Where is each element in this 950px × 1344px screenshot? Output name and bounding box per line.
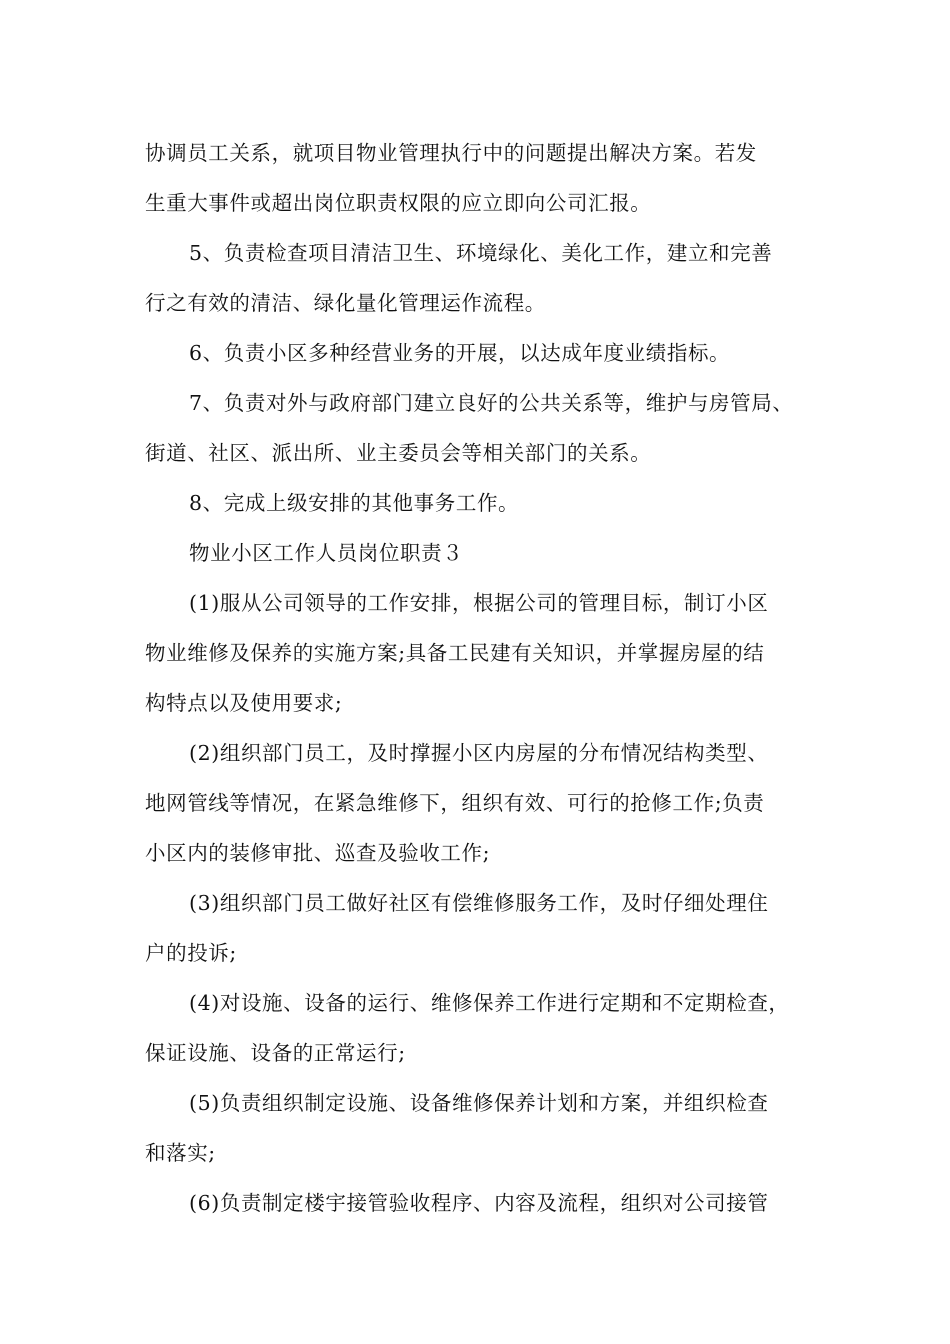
paragraph-line: 生重大事件或超出岗位职责权限的应立即向公司汇报。 (145, 191, 652, 215)
paragraph-line: 构特点以及使用要求; (145, 691, 343, 715)
paragraph-line: (3)组织部门员工做好社区有偿维修服务工作，及时仔细处理住 (189, 891, 769, 915)
paragraph-line: 5、负责检查项目清洁卫生、环境绿化、美化工作，建立和完善 (189, 241, 773, 265)
paragraph-line: 物业维修及保养的实施方案;具备工民建有关知识，并掌握房屋的结 (145, 641, 765, 665)
section-heading (145, 528, 808, 578)
paragraph-line: 6、负责小区多种经营业务的开展，以达成年度业绩指标。 (189, 341, 731, 365)
paragraph-line: 小区内的装修审批、巡查及验收工作; (145, 841, 491, 865)
paragraph-line: 8、完成上级安排的其他事务工作。 (189, 491, 520, 515)
duty-item-5 (145, 1078, 808, 1178)
paragraph-line: 7、负责对外与政府部门建立良好的公共关系等，维护与房管局、 (189, 391, 794, 415)
paragraph-item-7 (145, 378, 808, 478)
paragraph-line: (6)负责制定楼宇接管验收程序、内容及流程，组织对公司接管 (189, 1191, 769, 1215)
paragraph-line: 地网管线等情况，在紧急维修下，组织有效、可行的抢修工作;负责 (145, 791, 765, 815)
paragraph-line: 街道、社区、派出所、业主委员会等相关部门的关系。 (145, 441, 652, 465)
duty-item-2 (145, 728, 808, 878)
document-body (145, 128, 808, 1228)
paragraph-item-8 (145, 478, 808, 528)
paragraph-line: 行之有效的清洁、绿化量化管理运作流程。 (145, 291, 546, 315)
paragraph-item-6 (145, 328, 808, 378)
duty-item-3 (145, 878, 808, 978)
paragraph-line: 协调员工关系，就项目物业管理执行中的问题提出解决方案。若发 (145, 141, 757, 165)
paragraph-line: (4)对设施、设备的运行、维修保养工作进行定期和不定期检查， (189, 991, 790, 1015)
paragraph-line: 和落实; (145, 1141, 216, 1165)
duty-item-6 (145, 1178, 808, 1228)
duty-item-1 (145, 578, 808, 728)
section-heading-text: 物业小区工作人员岗位职责３ (189, 541, 464, 565)
paragraph-line: 保证设施、设备的正常运行; (145, 1041, 406, 1065)
paragraph-line: (5)负责组织制定设施、设备维修保养计划和方案，并组织检查 (189, 1091, 769, 1115)
paragraph-intro (145, 128, 808, 228)
paragraph-line: (2)组织部门员工，及时撑握小区内房屋的分布情况结构类型、 (189, 741, 769, 765)
paragraph-line: (1)服从公司领导的工作安排，根据公司的管理目标，制订小区 (189, 591, 769, 615)
duty-item-4 (145, 978, 808, 1078)
paragraph-item-5 (145, 228, 808, 328)
paragraph-line: 户的投诉; (145, 941, 237, 965)
